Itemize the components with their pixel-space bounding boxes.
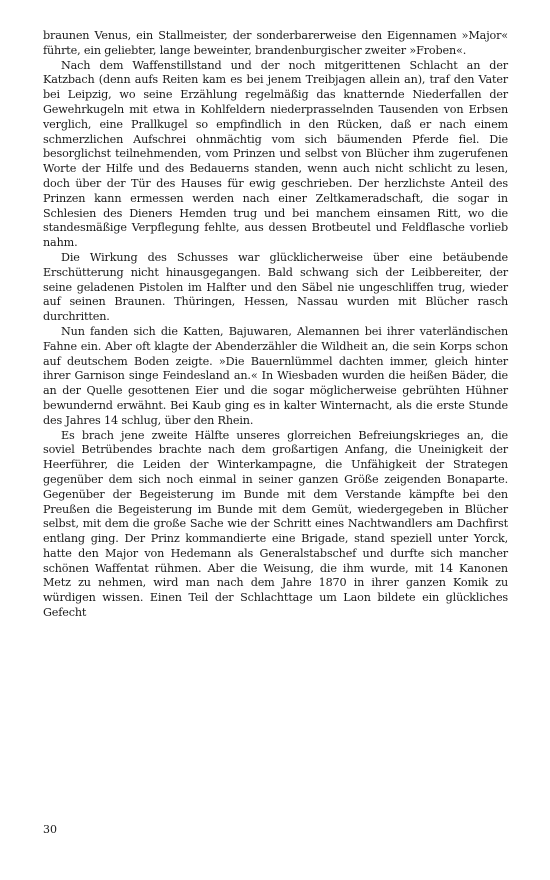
paragraph-2: Nach dem Waffenstillstand und der noch mitgerittenen Schlacht an der Katzbach (denn aufs Reiten kam es bei jenem Treibjagen allein an), traf den Vater bei Leipzig, wo seine Erzählung regelmäßig das knatternde Niederfallen der Gewehrkugeln mit etwa in Kohlfeldern niederprasselnden Tausenden von Erbsen verglich, eine Prallkugel so empfindlich in den Rücken, daß er nach einem schmerzlichen Aufschrei ohnmächtig vom sich bäumenden Pferde fiel. Die besorglichst teilnehmenden, vom Prinzen und selbst von Blücher ihm zugerufenen Worte der Hilfe und des Bedauerns standen, wenn auch nicht schlicht zu lesen, doch über der Tür des Hauses für ewig geschrieben. Der herzlichste Anteil des Prinzen kann ermessen werden nach einer Zeltkameradschaft, die sogar in Schlesien des Dieners Hemden trug und bei manchem einsamen Ritt, wo die standesmäßige Verpflegung fehlte, aus dessen Brotbeutel und Feldflasche vorlieb nahm. <box>43 58 508 250</box>
paragraph-1: braunen Venus, ein Stallmeister, der sonderbarerweise den Eigennamen »Major« führte, ein geliebter, lange beweinter, brandenburgischer zweiter »Froben«. <box>43 29 508 57</box>
paragraph-5: Es brach jene zweite Hälfte unseres glorreichen Befreiungskrieges an, die soviel Betrübendes brachte nach dem großartigen Anfang, die Uneinigkeit der Heerführer, die Leiden der Winterkampagne, die Unfähigkeit der Strategen gegenüber dem sich noch einmal in seiner ganzen Größe zeigenden Bonaparte. Gegenüber der Begeisterung im Bunde mit dem Verstande kämpfte bei den Preußen die Begeisterung im Bunde mit dem Gemüt, wiedergegeben in Blücher selbst, mit dem die große Sache wie der Schritt eines Nachtwandlers am Dachfirst entlang ging. Der Prinz kommandierte eine Brigade, stand speziell unter Yorck, hatte den Major von Hedemann als Generalstabschef und durfte sich mancher schönen Waffentat rühmen. Aber die Weisung, die ihm wurde, mit 14 Kanonen Metz zu nehmen, wird man nach dem Jahre 1870 in ihrer ganzen Komik zu würdigen wissen. Einen Teil der Schlachttage um Laon bildete ein glückliches Gefecht <box>43 428 508 620</box>
paragraph-4: Nun fanden sich die Katten, Bajuwaren, Alemannen bei ihrer vaterländischen Fahne ein. Aber oft klagte der Abenderzähler die Wildheit an, die sein Korps schon auf deutschem Boden zeigte. »Die Bauernlümmel dachten immer, gleich hinter ihrer Garnison singe Feindesland an.« In Wiesbaden wurden die heißen Bäder, die an der Quelle gesottenen Eier und die sogar möglicherweise gebrühten Hühner bewundernd erwähnt. Bei Kaub ging es in kalter Winternacht, als die erste Stunde des Jahres 14 schlug, über den Rhein. <box>43 324 508 427</box>
page-body <box>43 29 508 621</box>
paragraph-3: Die Wirkung des Schusses war glücklicherweise über eine betäubende Erschütterung nicht hinausgegangen. Bald schwang sich der Leibbereiter, der seine geladenen Pistolen im Halfter und den Säbel nie ungeschliffen trug, wieder auf seinen Braunen. Thüringen, Hessen, Nassau wurden mit Blücher rasch durchritten. <box>43 250 508 324</box>
page-number: 30 <box>43 823 57 836</box>
